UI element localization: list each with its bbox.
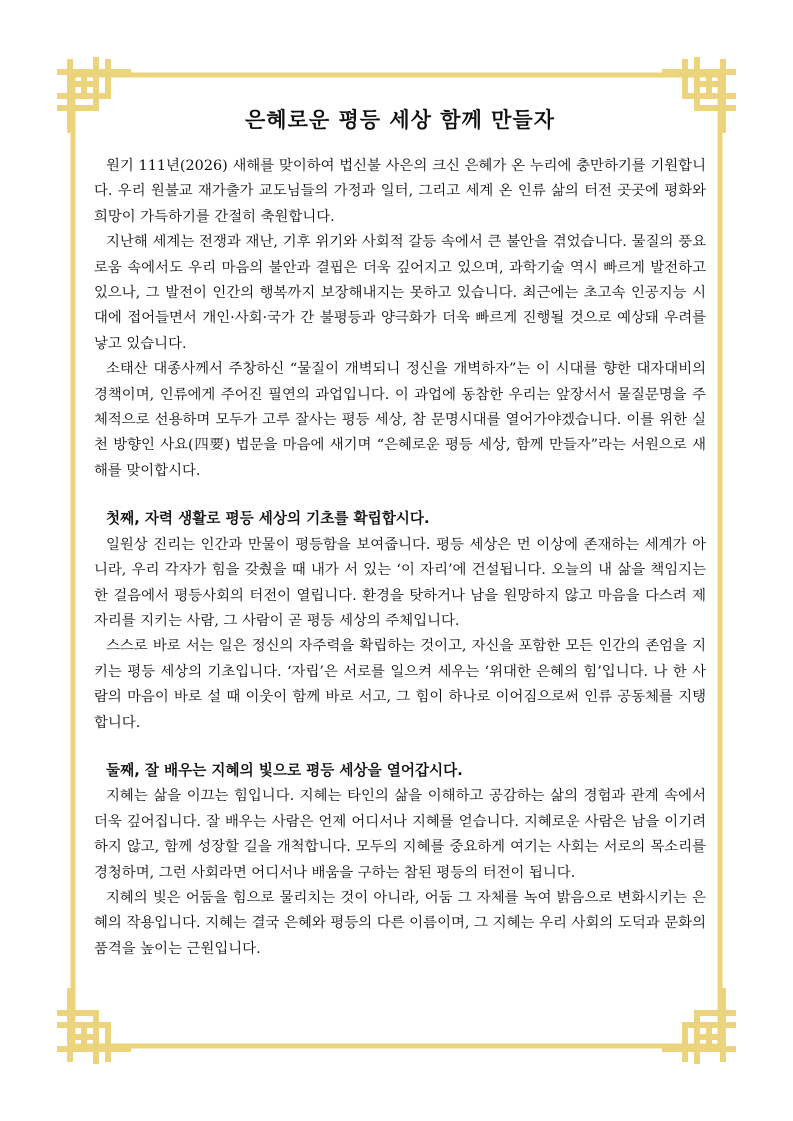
section-1-heading: 첫째, 자력 생활로 평등 세상의 기초를 확립합시다. (106, 510, 430, 528)
intro-paragraph-1: 원기 111년(2026) 새해를 맞이하여 법신불 사은의 크신 은혜가 온 누리에 충만하기를 기원합니다. 우리 원불교 재가출가 교도님들의 가정과 일터, 그리고 세계 온 인류 삶의 터전 곳곳에 평화와 희망이 가득하기를 간절히 축원합니다. (94, 158, 706, 225)
document-page (94, 88, 706, 962)
section-1-paragraph-1: 일원상 진리는 인간과 만물이 평등함을 보여줍니다. 평등 세상은 먼 이상에 존재하는 세계가 아니라, 우리 각자가 힘을 갖췄을 때 내가 서 있는 ‘이 자리’에 건설됩니다. 오늘의 내 삶을 책임지는 한 걸음에서 평등사회의 터전이 열립니다. 환경을 탓하거나 남을 원망하지 않고 마음을 다스려 제자리를 지키는 사람, 그 사람이 곧 평등 세상의 주체입니다. (94, 536, 706, 629)
intro-paragraph-2: 지난해 세계는 전쟁과 재난, 기후 위기와 사회적 갈등 속에서 큰 불안을 겪었습니다. 물질의 풍요로움 속에서도 우리 마음의 불안과 결핍은 더욱 깊어지고 있으며, 과학기술 역시 빠르게 발전하고 있으나, 그 발전이 인간의 행복까지 보장해내지는 못하고 있습니다. 최근에는 초고속 인공지능 시대에 접어들면서 개인·사회·국가 간 불평등과 양극화가 더욱 빠르게 진행될 것으로 예상돼 우려를 낳고 있습니다. (94, 234, 706, 352)
section-2-heading: 둘째, 잘 배우는 지혜의 빛으로 평등 세상을 열어갑시다. (106, 761, 463, 779)
section-2-paragraph-2: 지혜의 빛은 어둠을 힘으로 물리치는 것이 아니라, 어둠 그 자체를 녹여 밝음으로 변화시키는 은혜의 작용입니다. 지혜는 결국 은혜와 평등의 다른 이름이며, 그 지혜는 우리 사회의 도덕과 문화의 품격을 높이는 근원입니다. (94, 889, 706, 957)
intro-paragraph-3: 소태산 대종사께서 주창하신 “물질이 개벽되니 정신을 개벽하자”는 이 시대를 향한 대자대비의 경책이며, 인류에게 주어진 필연의 과업입니다. 이 과업에 동참한 우리는 앞장서서 물질문명을 주체적으로 선용하며 모두가 고루 잘사는 평등 세상, 참 문명시대를 열어가야겠습니다. 이를 위한 실천 방향인 사요(四要) 법문을 마음에 새기며 “은혜로운 평등 세상, 함께 만들자”라는 서원으로 새해를 맞이합시다. (94, 361, 706, 479)
document-title: 은혜로운 평등 세상 함께 만들자 (245, 108, 555, 132)
section-1-paragraph-2: 스스로 바로 서는 일은 정신의 자주력을 확립하는 것이고, 자신을 포함한 모든 인간의 존엄을 지키는 평등 세상의 기초입니다. ‘자립’은 서로를 일으켜 세우는 ‘위대한 은혜의 힘’입니다. 나 한 사람의 마음이 바로 설 때 이웃이 함께 바로 서고, 그 힘이 하나로 이어짐으로써 인류 공동체를 지탱합니다. (94, 638, 706, 731)
section-2-paragraph-1: 지혜는 삶을 이끄는 힘입니다. 지혜는 타인의 삶을 이해하고 공감하는 삶의 경험과 관계 속에서 더욱 깊어집니다. 잘 배우는 사람은 언제 어디서나 지혜를 얻습니다. 지혜로운 사람은 남을 이기려 하지 않고, 함께 성장할 길을 개척합니다. 모두의 지혜를 중요하게 여기는 사회는 서로의 목소리를 경청하며, 그런 사회라면 어디서나 배움을 구하는 참된 평등의 터전이 됩니다. (94, 788, 706, 881)
